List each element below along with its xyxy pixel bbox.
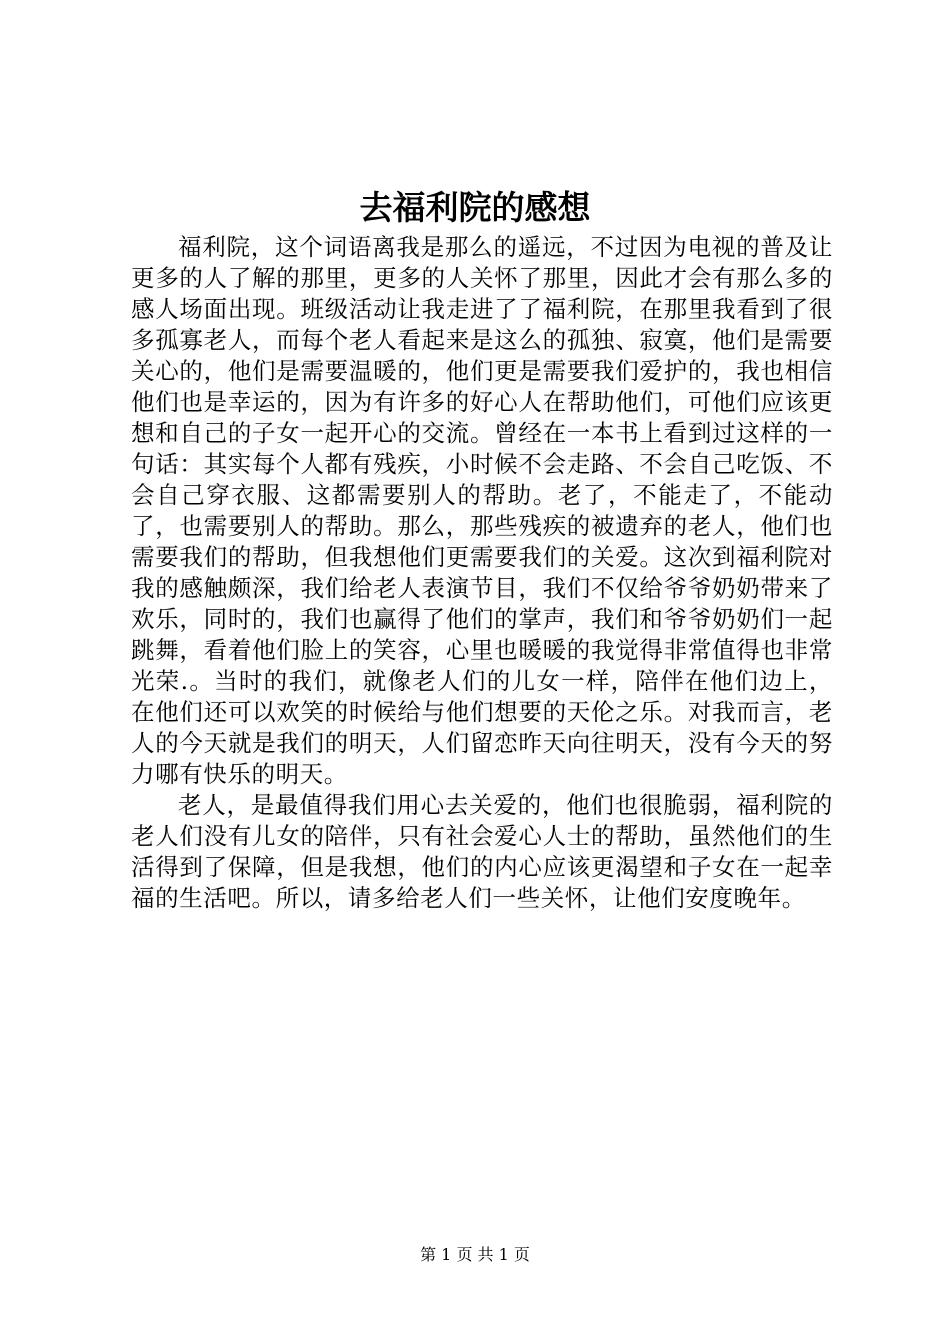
page-footer: 第 1 页 共 1 页 <box>420 1245 530 1264</box>
document-body <box>131 232 833 914</box>
document-title: 去福利院的感想 <box>359 188 591 227</box>
paragraph-2: 老人，是最值得我们用心去关爱的，他们也很脆弱，福利院的老人们没有儿女的陪伴，只有社会爱心人士的帮助，虽然他们的生活得到了保障，但是我想，他们的内心应该更渴望和子女在一起幸福的生活吧。所以，请多给老人们一些关怀，让他们安度晚年。 <box>131 791 833 912</box>
paragraph-1: 福利院，这个词语离我是那么的遥远，不过因为电视的普及让更多的人了解的那里，更多的人关怀了那里，因此才会有那么多的感人场面出现。班级活动让我走进了了福利院，在那里我看到了很多孤寡老人，而每个老人看起来是这么的孤独、寂寞，他们是需要关心的，他们是需要温暖的，他们更是需要我们爱护的，我也相信他们也是幸运的，因为有许多的好心人在帮助他们，可他们应该更想和自己的子女一起开心的交流。曾经在一本书上看到过这样的一句话：其实每个人都有残疾，小时候不会走路、不会自己吃饭、不会自己穿衣服、这都需要别人的帮助。老了，不能走了，不能动了，也需要别人的帮助。那么，那些残疾的被遗弃的老人，他们也需要我们的帮助，但我想他们更需要我们的关爱。这次到福利院对我的感触颇深，我们给老人表演节目，我们不仅给爷爷奶奶带来了欢乐，同时的，我们也赢得了他们的掌声，我们和爷爷奶奶们一起跳舞，看着他们脸上的笑容，心里也暖暖的我觉得非常值得也非常光荣.。当时的我们，就像老人们的儿女一样，陪伴在他们边上，在他们还可以欢笑的时候给与他们想要的天伦之乐。对我而言，老人的今天就是我们的明天，人们留恋昨天向往明天，没有今天的努力哪有快乐的明天。 <box>131 233 833 788</box>
